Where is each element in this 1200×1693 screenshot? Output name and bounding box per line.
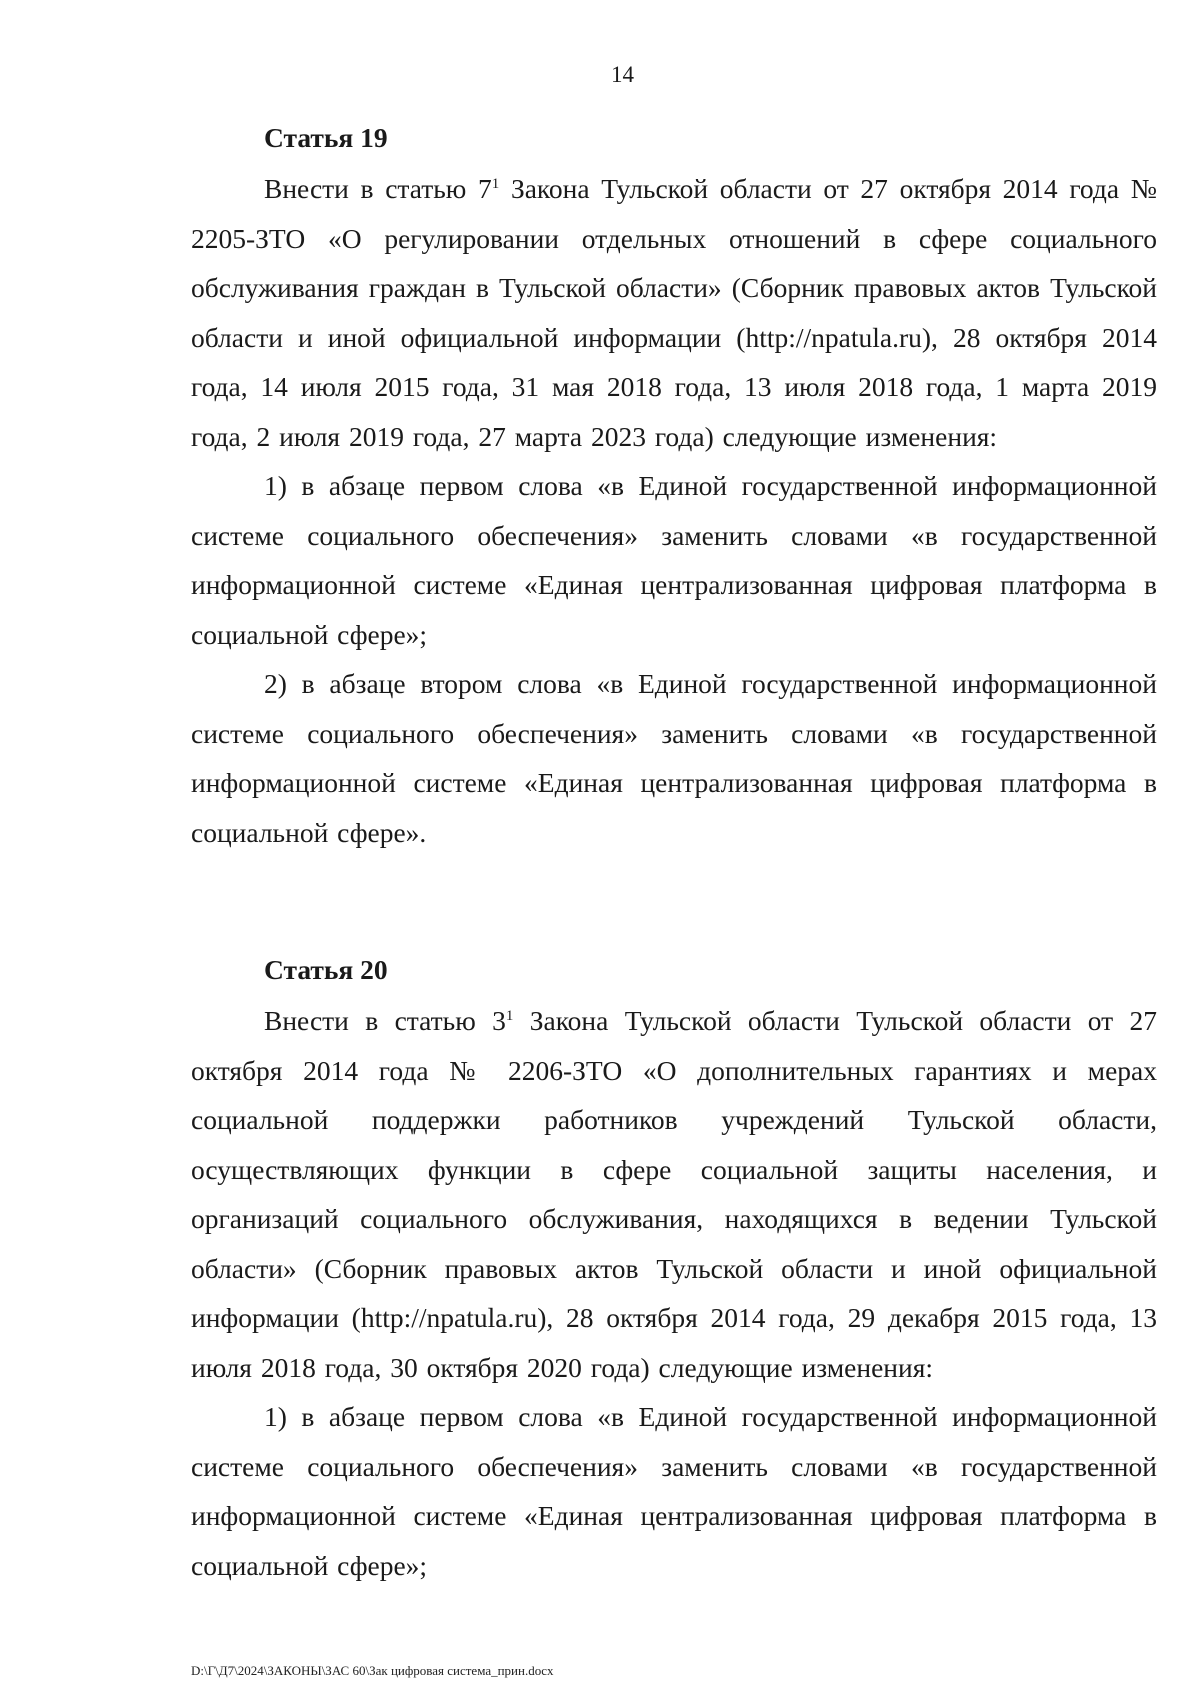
article-19-intro xyxy=(191,164,1157,461)
article-19-intro-start: Внести в статью 7 xyxy=(264,173,492,204)
article-20-intro-rest: Закона Тульской области Тульской области от 27 октября 2014 года № 2206-ЗТО «О дополнительных гарантиях и мерах социальной поддержки работников учреждений Тульской области, осуществляющих функции в сфере социальной защиты населения, и организаций социального обслуживания, находящихся в ведении Тульской области» (Сборник правовых актов Тульской области и иной официальной информации (http://npatula.ru), 28 октября 2014 года, 29 декабря 2015 года, 13 июля 2018 года, 30 октября 2020 года) следующие изменения: xyxy=(191,1005,1157,1383)
article-20-intro-superscript: 1 xyxy=(505,1007,514,1024)
article-19-item-1: 1) в абзаце первом слова «в Единой государственной информационной системе социального обеспечения» заменить словами «в государственной информационной системе «Единая централизованная цифровая платформа в социальной сфере»; xyxy=(191,470,1157,650)
article-20-intro xyxy=(191,996,1157,1392)
article-19-intro-superscript: 1 xyxy=(491,175,500,192)
article-20-title: Статья 20 xyxy=(264,954,388,985)
article-20-item-1: 1) в абзаце первом слова «в Единой государственной информационной системе социального обеспечения» заменить словами «в государственной информационной системе «Единая централизованная цифровая платформа в социальной сфере»; xyxy=(191,1401,1157,1581)
article-19-intro-rest: Закона Тульской области от 27 октября 2014 года № 2205-ЗТО «О регулировании отдельных отношений в сфере социального обслуживания граждан в Тульской области» (Сборник правовых актов Тульской области и иной официальной информации (http://npatula.ru), 28 октября 2014 года, 14 июля 2015 года, 31 мая 2018 года, 13 июля 2018 года, 1 марта 2019 года, 2 июля 2019 года, 27 марта 2023 года) следующие изменения: xyxy=(191,173,1157,452)
article-19-item-2: 2) в абзаце втором слова «в Единой государственной информационной системе социального обеспечения» заменить словами «в государственной информационной системе «Единая централизованная цифровая платформа в социальной сфере». xyxy=(191,668,1157,848)
page-number: 14 xyxy=(611,62,634,87)
article-20-intro-start: Внести в статью 3 xyxy=(264,1005,506,1036)
article-20 xyxy=(191,952,1157,1590)
footer-file-path: D:\Г\Д7\2024\ЗАКОНЫ\ЗАС 60\Зак цифровая система_прин.docx xyxy=(191,1663,554,1678)
article-19 xyxy=(191,120,1157,857)
article-19-title: Статья 19 xyxy=(264,122,388,153)
